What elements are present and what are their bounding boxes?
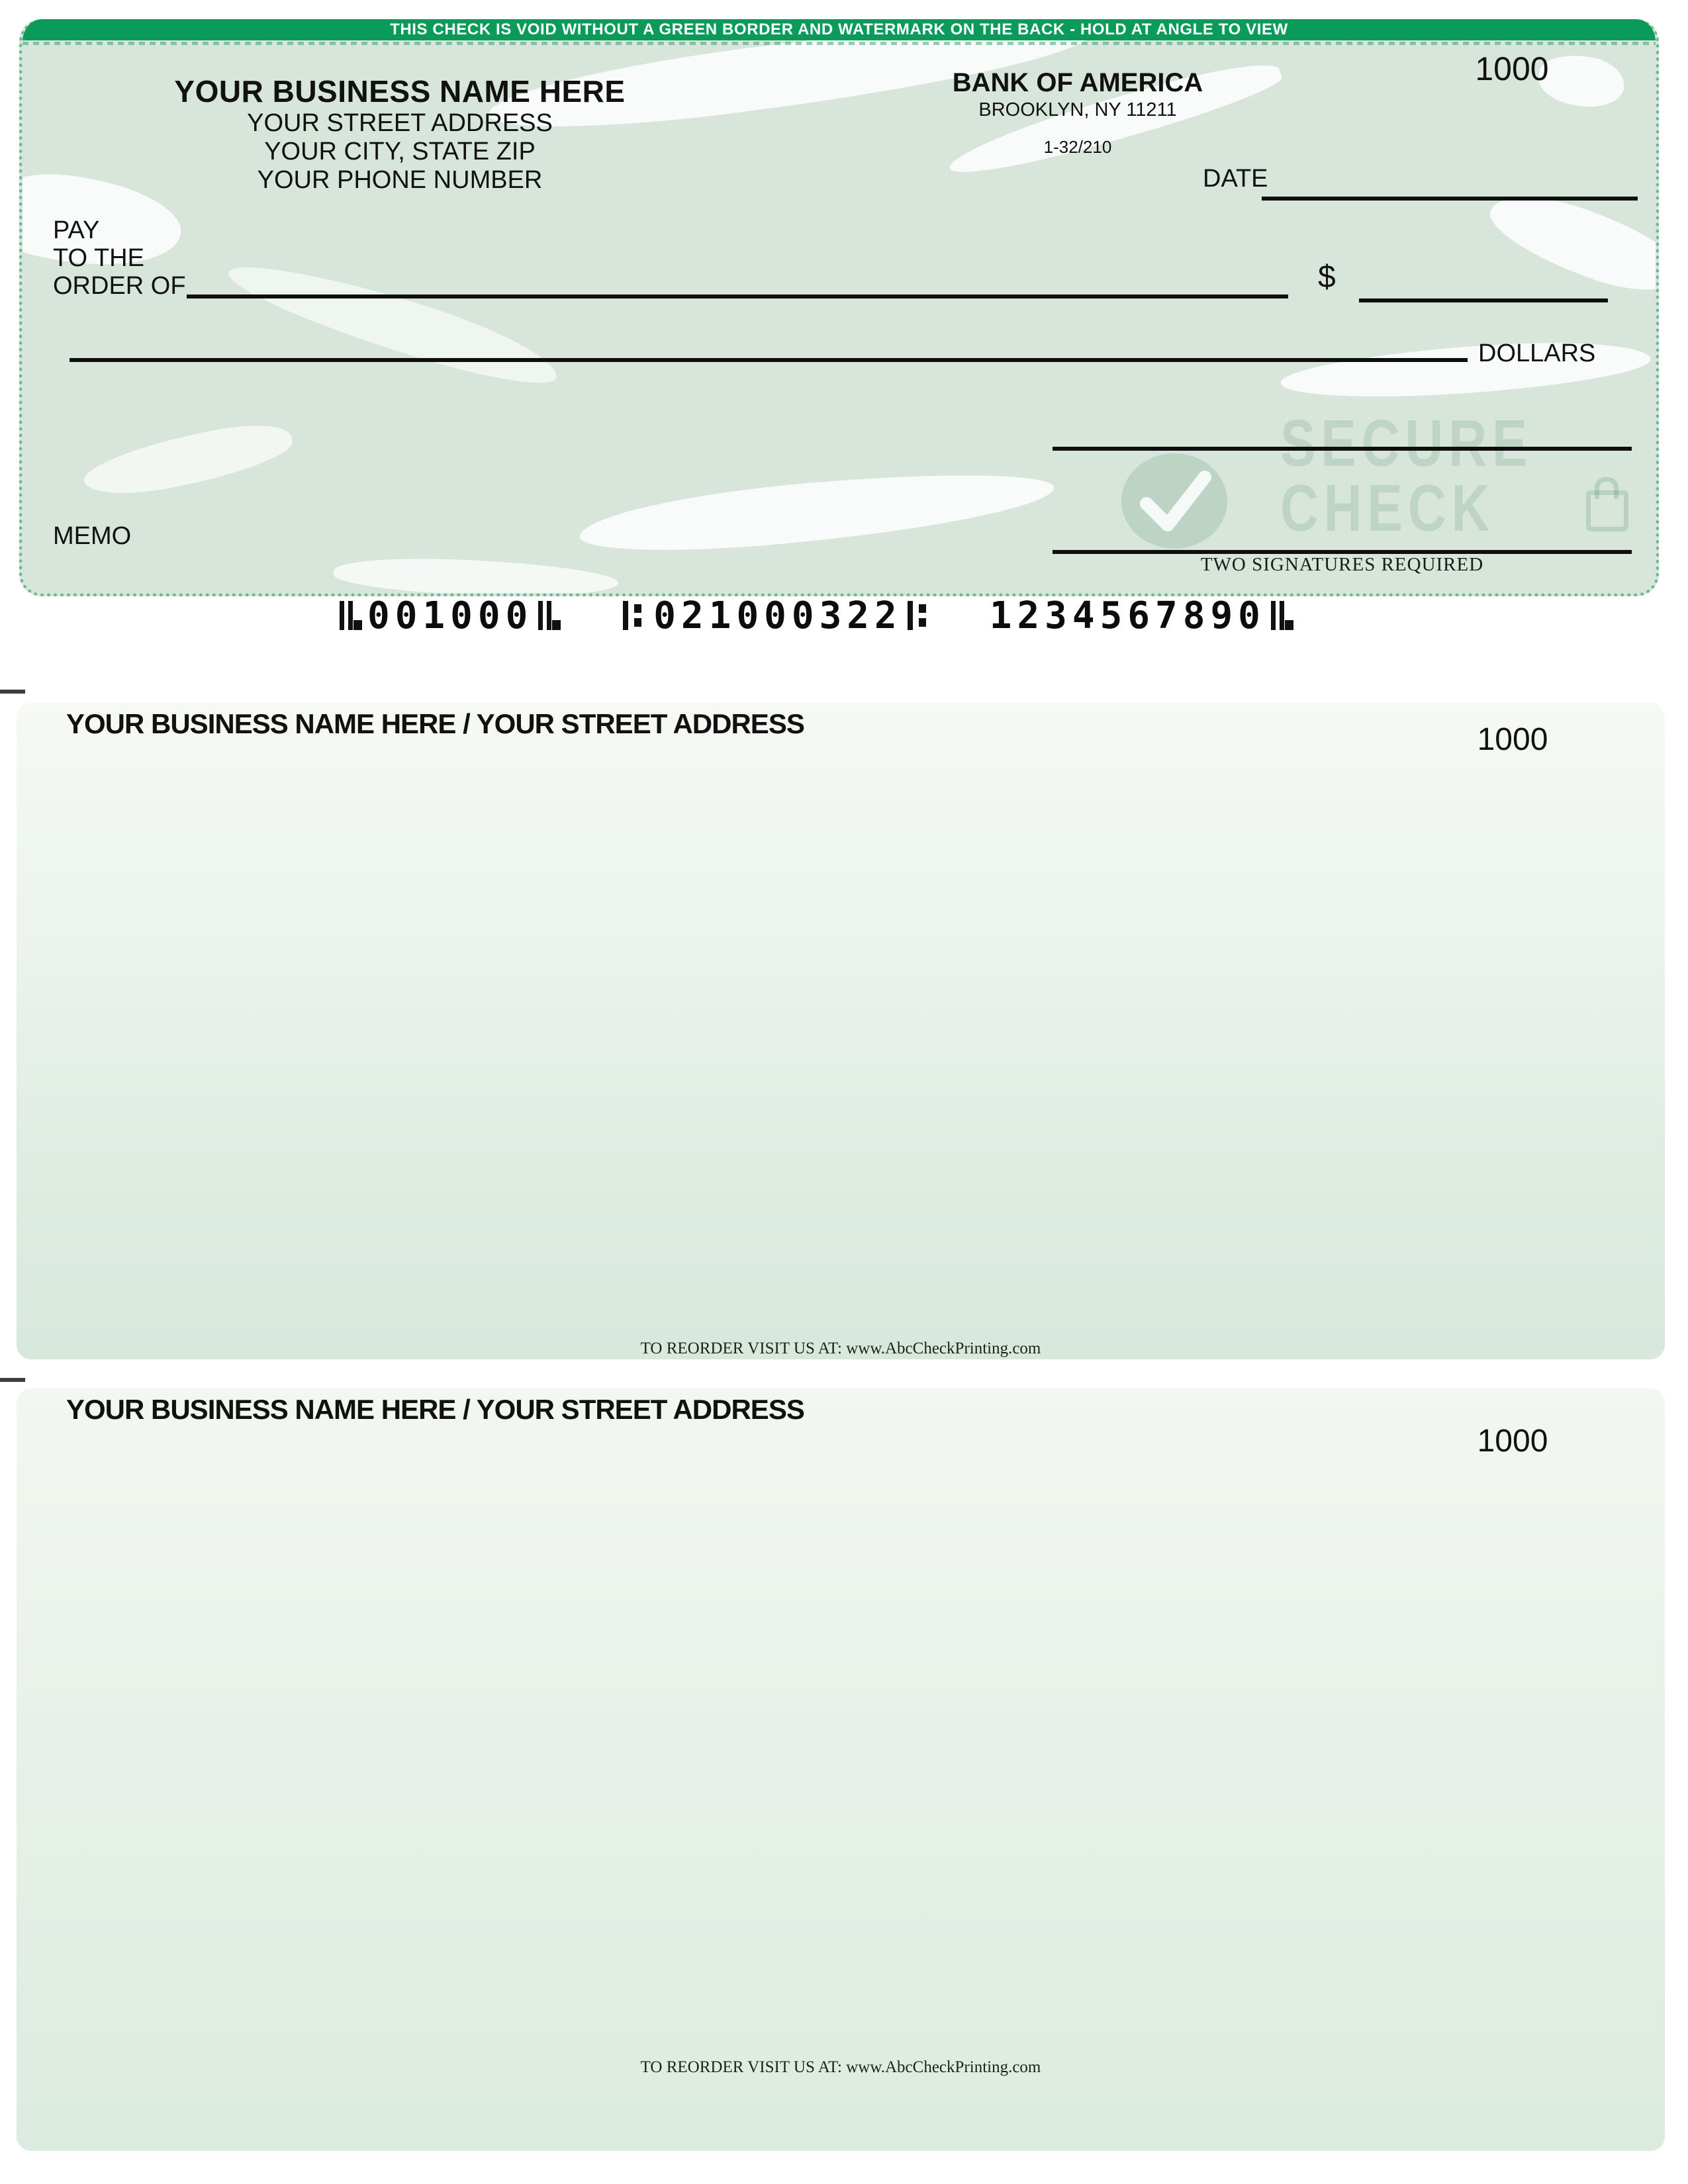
payee-fill-line [187, 295, 1288, 298]
memo-label: MEMO [53, 522, 132, 550]
perforation-mark [0, 690, 25, 694]
micr-onus-symbol [538, 601, 561, 630]
signature-line-1 [1053, 447, 1632, 451]
pay-label-line: TO THE [53, 244, 144, 272]
date-fill-line [1262, 197, 1638, 201]
bank-info-block [945, 68, 1210, 158]
micr-onus-symbol [1271, 601, 1293, 630]
micr-routing-number: 021000322 [653, 594, 902, 637]
pay-label-line: PAY [53, 216, 100, 244]
bank-fraction-code: 1-32/210 [1043, 137, 1112, 157]
watermark-word: SECURE [1280, 406, 1533, 480]
payer-city-state-zip: YOUR CITY, STATE ZIP [264, 138, 536, 165]
dollars-label: DOLLARS [1478, 340, 1596, 367]
pay-to-the-order-of-label [53, 216, 186, 300]
secure-check-watermark [1280, 406, 1533, 545]
stub-check-number: 1000 [1477, 1424, 1548, 1459]
reorder-text: TO REORDER VISIT US AT: www.AbcCheckPrinting.com [640, 1340, 1041, 1357]
stub-header: YOUR BUSINESS NAME HERE / YOUR STREET ADDRESS [66, 1394, 804, 1425]
perforation-mark [0, 1378, 25, 1382]
marble-texture [1279, 334, 1652, 406]
watermark-word: CHECK [1280, 471, 1495, 545]
amount-fill-line [1359, 298, 1608, 302]
reorder-text: TO REORDER VISIT US AT: www.AbcCheckPrinting.com [640, 2058, 1041, 2076]
microprint-strip [23, 42, 1656, 45]
payer-phone: YOUR PHONE NUMBER [257, 166, 543, 194]
marble-texture [333, 553, 619, 596]
padlock-icon [1586, 490, 1628, 531]
security-banner-text: THIS CHECK IS VOID WITHOUT A GREEN BORDER AND WATERMARK ON THE BACK - HOLD AT ANGLE TO VIEW [390, 21, 1288, 38]
bank-city: BROOKLYN, NY 11211 [978, 99, 1177, 120]
dollar-sign: $ [1318, 259, 1336, 295]
marble-texture [577, 462, 1057, 561]
micr-transit-symbol [908, 601, 933, 630]
bank-name: BANK OF AMERICA [952, 68, 1203, 97]
written-amount-fill-line [70, 358, 1468, 362]
micr-check-number: 001000 [367, 594, 534, 637]
payer-name: YOUR BUSINESS NAME HERE [174, 74, 626, 109]
checkmark-oval-icon [1115, 448, 1234, 554]
marble-texture [79, 415, 297, 506]
check-stub-2 [17, 1388, 1665, 2151]
check-number: 1000 [1475, 50, 1549, 87]
micr-transit-symbol [623, 601, 648, 630]
business-check [19, 19, 1659, 596]
security-banner [23, 19, 1656, 40]
two-signatures-required-label: TWO SIGNATURES REQUIRED [1200, 554, 1484, 575]
payer-street: YOUR STREET ADDRESS [247, 109, 553, 137]
date-label: DATE [1203, 165, 1268, 193]
micr-onus-symbol [340, 601, 362, 630]
micr-account-number: 1234567890 [989, 594, 1266, 637]
payer-info-block [122, 73, 678, 195]
stub-header: YOUR BUSINESS NAME HERE / YOUR STREET ADDRESS [66, 708, 804, 739]
marble-texture [221, 248, 565, 398]
stub-check-number: 1000 [1477, 722, 1548, 757]
micr-line [334, 594, 1299, 637]
check-stub-1 [17, 703, 1665, 1359]
pay-label-line: ORDER OF [53, 272, 186, 300]
